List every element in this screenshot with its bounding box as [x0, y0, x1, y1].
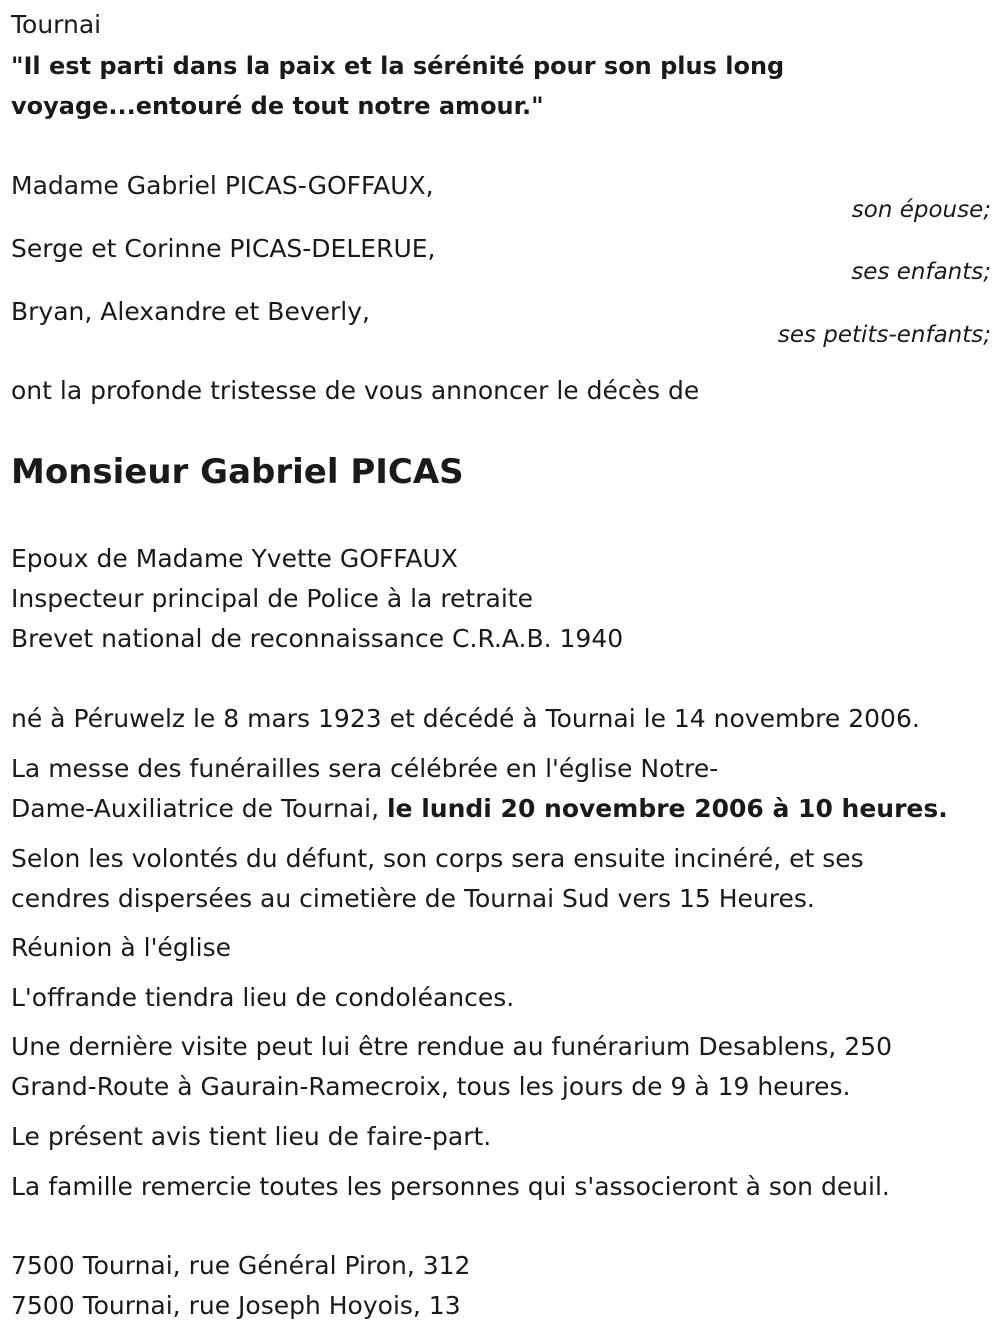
birth-death-text: né à Péruwelz le 8 mars 1923 et décédé à Tournai le 14 novembre 2006.	[11, 704, 920, 733]
address-1: 7500 Tournai, rue Général Piron, 312	[11, 1251, 471, 1280]
announcement-text: ont la profonde tristesse de vous annoncer le décès de	[11, 376, 700, 405]
obituary-notice	[11, 0, 991, 1341]
cremation-line-1: Selon les volontés du défunt, son corps sera ensuite incinéré, et ses	[11, 844, 864, 873]
visit-line-2: Grand-Route à Gaurain-Ramecroix, tous les jours de 9 à 19 heures.	[11, 1072, 851, 1101]
mass-location-text: Dame-Auxiliatrice de Tournai,	[11, 794, 387, 823]
family-member-grandchildren: Bryan, Alexandre et Beverly,	[11, 297, 370, 326]
address-2: 7500 Tournai, rue Joseph Hoyois, 13	[11, 1291, 461, 1320]
reunion-text: Réunion à l'église	[11, 933, 231, 962]
deceased-detail-profession: Inspecteur principal de Police à la retraite	[11, 584, 533, 613]
faire-part-text: Le présent avis tient lieu de faire-part.	[11, 1122, 492, 1151]
family-member-spouse: Madame Gabriel PICAS-GOFFAUX,	[11, 171, 434, 200]
thanks-text: La famille remercie toutes les personnes qui s'associeront à son deuil.	[11, 1172, 890, 1201]
deceased-name: Monsieur Gabriel PICAS	[11, 452, 464, 492]
quote-line-1: "Il est parti dans la paix et la sérénité pour son plus long	[11, 52, 785, 80]
deceased-detail-award: Brevet national de reconnaissance C.R.A.B. 1940	[11, 624, 624, 653]
offrande-text: L'offrande tiendra lieu de condoléances.	[11, 983, 515, 1012]
mass-date-text: le lundi 20 novembre 2006 à 10 heures.	[386, 794, 948, 823]
cremation-line-2: cendres dispersées au cimetière de Tournai Sud vers 15 Heures.	[11, 884, 815, 913]
deceased-detail-spouse: Epoux de Madame Yvette GOFFAUX	[11, 544, 458, 573]
family-member-children: Serge et Corinne PICAS-DELERUE,	[11, 234, 436, 263]
family-role-children: ses enfants;	[851, 259, 991, 285]
quote-line-2: voyage...entouré de tout notre amour."	[11, 92, 544, 120]
location-heading: Tournai	[11, 10, 102, 39]
mass-line-1: La messe des funérailles sera célébrée en l'église Notre-	[11, 754, 719, 783]
visit-line-1: Une dernière visite peut lui être rendue au funérarium Desablens, 250	[11, 1032, 892, 1061]
mass-line-2	[11, 789, 948, 829]
family-role-grandchildren: ses petits-enfants;	[777, 322, 991, 348]
family-role-spouse: son épouse;	[851, 197, 991, 223]
